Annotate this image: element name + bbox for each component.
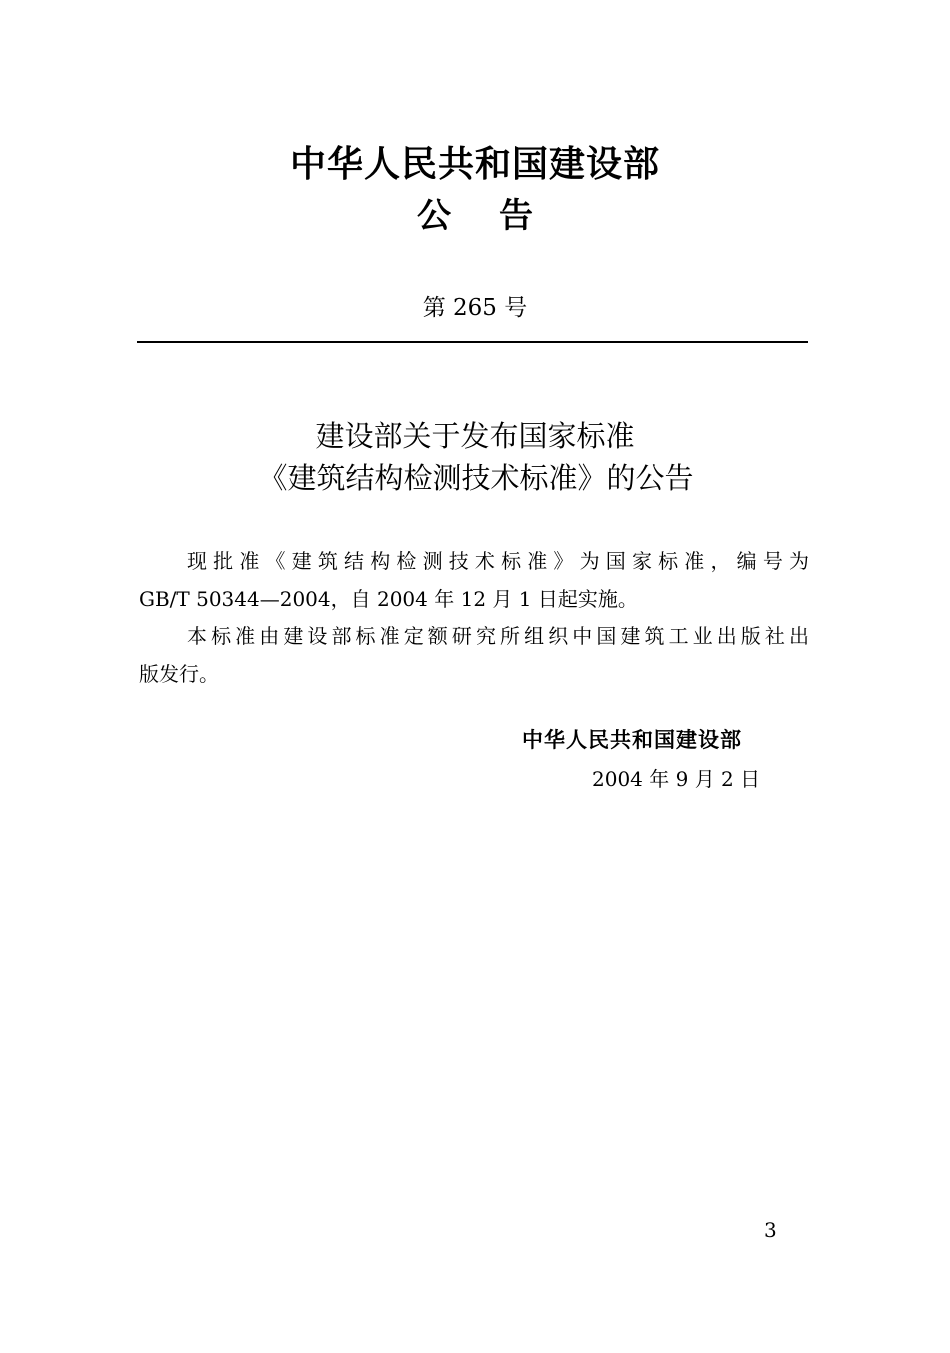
paragraph-2-line-2: 版发行。 [139,662,219,686]
headline-line-2: 《建筑结构检测技术标准》的公告 [258,461,694,495]
paragraph-2-line-1: 本标准由建设部标准定额研究所组织中国建筑工业出版社出 [187,624,809,648]
page-number: 3 [764,1218,777,1242]
paragraph-1-line-2: GB/T 50344—2004，自 2004 年 12 月 1 日起实施。 [139,587,638,611]
notice-title: 公告 [417,196,581,236]
header-divider [137,341,808,343]
notice-number: 第 265 号 [422,295,528,321]
headline-line-1: 建设部关于发布国家标准 [315,419,635,453]
signature-date: 2004 年 9 月 2 日 [592,767,761,791]
body-paragraph-2 [139,617,809,693]
organization-title: 中华人民共和国建设部 [289,144,660,185]
signature-issuer: 中华人民共和国建设部 [522,728,742,752]
body-paragraph-1 [139,542,809,618]
paragraph-1-line-1: 现批准《建筑结构检测技术标准》为国家标准，编号为 [187,549,809,573]
